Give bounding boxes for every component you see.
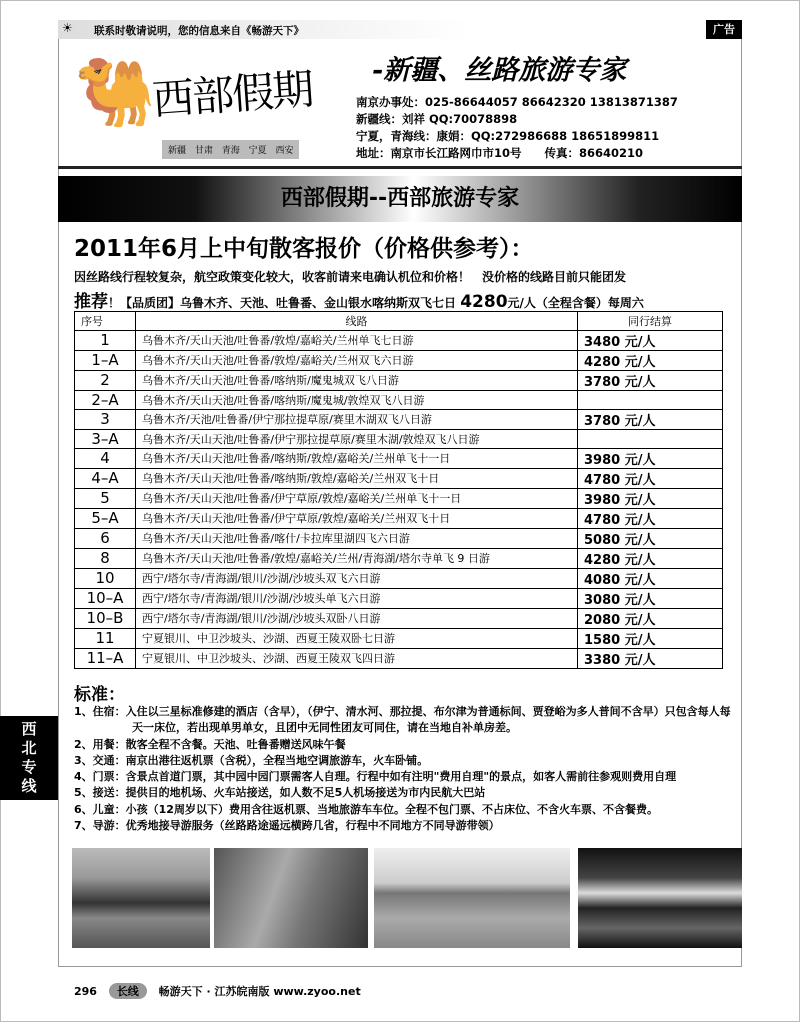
cell-no: 10–A: [75, 588, 136, 608]
cell-no: 6: [75, 528, 136, 548]
table-row: [75, 488, 723, 508]
cell-route: 西宁/塔尔寺/青海湖/银川/沙湖/沙坡头双飞六日游: [136, 568, 578, 588]
divider: [58, 166, 742, 169]
standard-item: 7、导游：优秀地接导游服务（丝路路途遥远横跨几省，行程中不同地方不同导游带领）: [74, 819, 500, 833]
camel-icon: 🐫: [74, 54, 157, 131]
cell-no: 10: [75, 568, 136, 588]
contacts: [356, 94, 678, 162]
cell-route: 乌鲁木齐/天山天池/吐鲁番/喀纳斯/魔鬼城/敦煌双飞八日游: [136, 390, 578, 409]
cell-route: 乌鲁木齐/天山天池/吐鲁番/伊宁那拉提草原/赛里木湖/敦煌双飞八日游: [136, 429, 578, 448]
cell-no: 8: [75, 548, 136, 568]
cell-no: 2–A: [75, 390, 136, 409]
page-number: 296: [74, 985, 97, 998]
cell-price: 3980 元/人: [578, 448, 723, 468]
table-row: [75, 648, 723, 668]
table-row: [75, 568, 723, 588]
publication: 畅游天下 · 江苏皖南版 www.zyoo.net: [158, 985, 361, 998]
standard-item: 6、儿童：小孩（12周岁以下）费用含往返机票、当地旅游车车位。全程不包门票、不占床位、不含火车票、不含餐费。: [74, 802, 658, 816]
banner: 西部假期--西部旅游专家: [58, 176, 742, 222]
cell-no: 3–A: [75, 429, 136, 448]
logo-text: 西部假期: [150, 64, 314, 125]
cell-route: 乌鲁木齐/天山天池/吐鲁番/喀纳斯/魔鬼城双飞八日游: [136, 370, 578, 390]
table-row: [75, 370, 723, 390]
cell-no: 3: [75, 409, 136, 429]
cell-price: 3080 元/人: [578, 588, 723, 608]
cell-route: 乌鲁木齐/天山天池/吐鲁番/敦煌/嘉峪关/兰州/青海湖/塔尔寺单飞 9 日游: [136, 548, 578, 568]
company-logo: [62, 44, 334, 164]
table-row: [75, 350, 723, 370]
contact-line: 新疆线：刘祥 QQ:70078898: [356, 112, 518, 126]
price-table: [74, 311, 723, 669]
cell-no: 11–A: [75, 648, 136, 668]
cell-price: 4780 元/人: [578, 468, 723, 488]
standard-item: 2、用餐：散客全程不含餐。天池、吐鲁番赠送风味午餐: [74, 737, 346, 751]
col-header-price: 同行结算: [578, 312, 723, 331]
standard-item: 1、住宿：入住以三星标准修建的酒店（含早），（伊宁、清水河、那拉提、布尔津为普通标间、贾登峪为多人普间不含早）只包含每人每天一床位，若出现单男单女，且团中无同性团友可同住，请在当地自补单房差。: [74, 705, 731, 735]
photo-snow-mountain: [578, 848, 742, 948]
cell-route: 西宁/塔尔寺/青海湖/银川/沙湖/沙坡头单飞六日游: [136, 588, 578, 608]
table-row: [75, 429, 723, 448]
source-note: 联系时敬请说明，您的信息来自《畅游天下》: [94, 25, 304, 37]
recommend-label: 推荐: [74, 292, 108, 312]
cell-price: 4280 元/人: [578, 548, 723, 568]
table-row: [75, 468, 723, 488]
cell-no: 11: [75, 628, 136, 648]
table-row: [75, 548, 723, 568]
cell-no: 10–B: [75, 608, 136, 628]
photo-grassland: [72, 848, 210, 948]
cell-price: 4080 元/人: [578, 568, 723, 588]
footer: [74, 983, 361, 999]
page-title: 2011年6月上中旬散客报价（价格供参考）：: [74, 236, 534, 262]
col-header-no: 序号: [75, 312, 136, 331]
contact-line: 宁夏，青海线：康娟：QQ:272986688 18651899811: [356, 129, 660, 143]
ad-label: 广告: [706, 20, 742, 39]
logo-regions: 新疆 甘肃 青海 宁夏 西安: [162, 140, 299, 159]
cell-price: 1580 元/人: [578, 628, 723, 648]
cell-route: 西宁/塔尔寺/青海湖/银川/沙湖/沙坡头双卧八日游: [136, 608, 578, 628]
cell-price: 2080 元/人: [578, 608, 723, 628]
cell-route: 宁夏银川、中卫沙坡头、沙湖、西夏王陵双卧七日游: [136, 628, 578, 648]
standard-item: 5、接送：提供目的地机场、火车站接送，如人数不足5人机场接送为市内民航大巴站: [74, 786, 486, 800]
recommend-text: ！【品质团】乌鲁木齐、天池、吐鲁番、金山银水喀纳斯双飞七日: [108, 296, 457, 310]
cell-route: 乌鲁木齐/天山天池/吐鲁番/伊宁草原/敦煌/嘉峪关/兰州单飞十一日: [136, 488, 578, 508]
recommend-price: 4280: [460, 292, 508, 312]
notice: 因丝路线行程较复杂，航空政策变化较大，收客前请来电确认机位和价格！ 没价格的线路目前只能团发: [74, 270, 627, 284]
table-row: [75, 608, 723, 628]
contact-line: 地址：南京市长江路网巾市10号 传真：86640210: [356, 146, 644, 160]
contact-line: 南京办事处：025-86644057 86642320 13813871387: [356, 95, 678, 109]
table-row: [75, 588, 723, 608]
cell-no: 4: [75, 448, 136, 468]
cell-price: 4280 元/人: [578, 350, 723, 370]
cell-price: 4780 元/人: [578, 508, 723, 528]
cell-route: 乌鲁木齐/天池/吐鲁番/伊宁那拉提草原/赛里木湖双飞八日游: [136, 409, 578, 429]
table-row: [75, 390, 723, 409]
side-tab-label: 西北专线: [21, 720, 37, 795]
table-row: [75, 448, 723, 468]
recommend-unit: 元/人（全程含餐）每周六: [507, 296, 644, 310]
cell-route: 乌鲁木齐/天山天池/吐鲁番/喀什/卡拉库里湖四飞六日游: [136, 528, 578, 548]
cell-route: 宁夏银川、中卫沙坡头、沙湖、西夏王陵双飞四日游: [136, 648, 578, 668]
cell-price: 3980 元/人: [578, 488, 723, 508]
cell-price: 5080 元/人: [578, 528, 723, 548]
table-row: [75, 508, 723, 528]
side-tab: [0, 716, 58, 800]
cell-route: 乌鲁木齐/天山天池/吐鲁番/喀纳斯/敦煌/嘉峪关/兰州单飞十一日: [136, 448, 578, 468]
cell-no: 5: [75, 488, 136, 508]
cell-price: [578, 429, 723, 448]
cell-price: 3480 元/人: [578, 330, 723, 350]
top-bar: [58, 20, 742, 39]
standard-item: 3、交通：南京出港往返机票（含税），全程当地空调旅游车，火车卧铺。: [74, 753, 429, 767]
cell-price: [578, 390, 723, 409]
table-row: [75, 409, 723, 429]
cell-route: 乌鲁木齐/天山天池/吐鲁番/伊宁草原/敦煌/嘉峪关/兰州双飞十日: [136, 508, 578, 528]
col-header-route: 线路: [136, 312, 578, 331]
photo-ruins: [214, 848, 368, 948]
cell-no: 1–A: [75, 350, 136, 370]
table-row: [75, 528, 723, 548]
recommendation: [74, 287, 644, 312]
cell-price: 3780 元/人: [578, 409, 723, 429]
cell-route: 乌鲁木齐/天山天池/吐鲁番/喀纳斯/敦煌/嘉峪关/兰州双飞十日: [136, 468, 578, 488]
photo-desert-camels: [374, 848, 570, 948]
cell-price: 3380 元/人: [578, 648, 723, 668]
standards-title: 标准：: [74, 685, 125, 705]
cell-route: 乌鲁木齐/天山天池/吐鲁番/敦煌/嘉峪关/兰州单飞七日游: [136, 330, 578, 350]
table-row: [75, 330, 723, 350]
standards-list: [74, 704, 734, 834]
table-row: [75, 628, 723, 648]
cell-no: 5–A: [75, 508, 136, 528]
standard-item: 4、门票：含景点首道门票，其中园中园门票需客人自理。行程中如有注明"费用自理"的景点，如客人需前往参观则费用自理: [74, 770, 677, 784]
cell-no: 4–A: [75, 468, 136, 488]
cell-no: 1: [75, 330, 136, 350]
cell-route: 乌鲁木齐/天山天池/吐鲁番/敦煌/嘉峪关/兰州双飞六日游: [136, 350, 578, 370]
slogan: -新疆、丝路旅游专家: [372, 55, 627, 86]
sun-logo-icon: ☀: [62, 21, 73, 35]
cell-price: 3780 元/人: [578, 370, 723, 390]
cell-no: 2: [75, 370, 136, 390]
section-label: 长线: [109, 983, 147, 999]
